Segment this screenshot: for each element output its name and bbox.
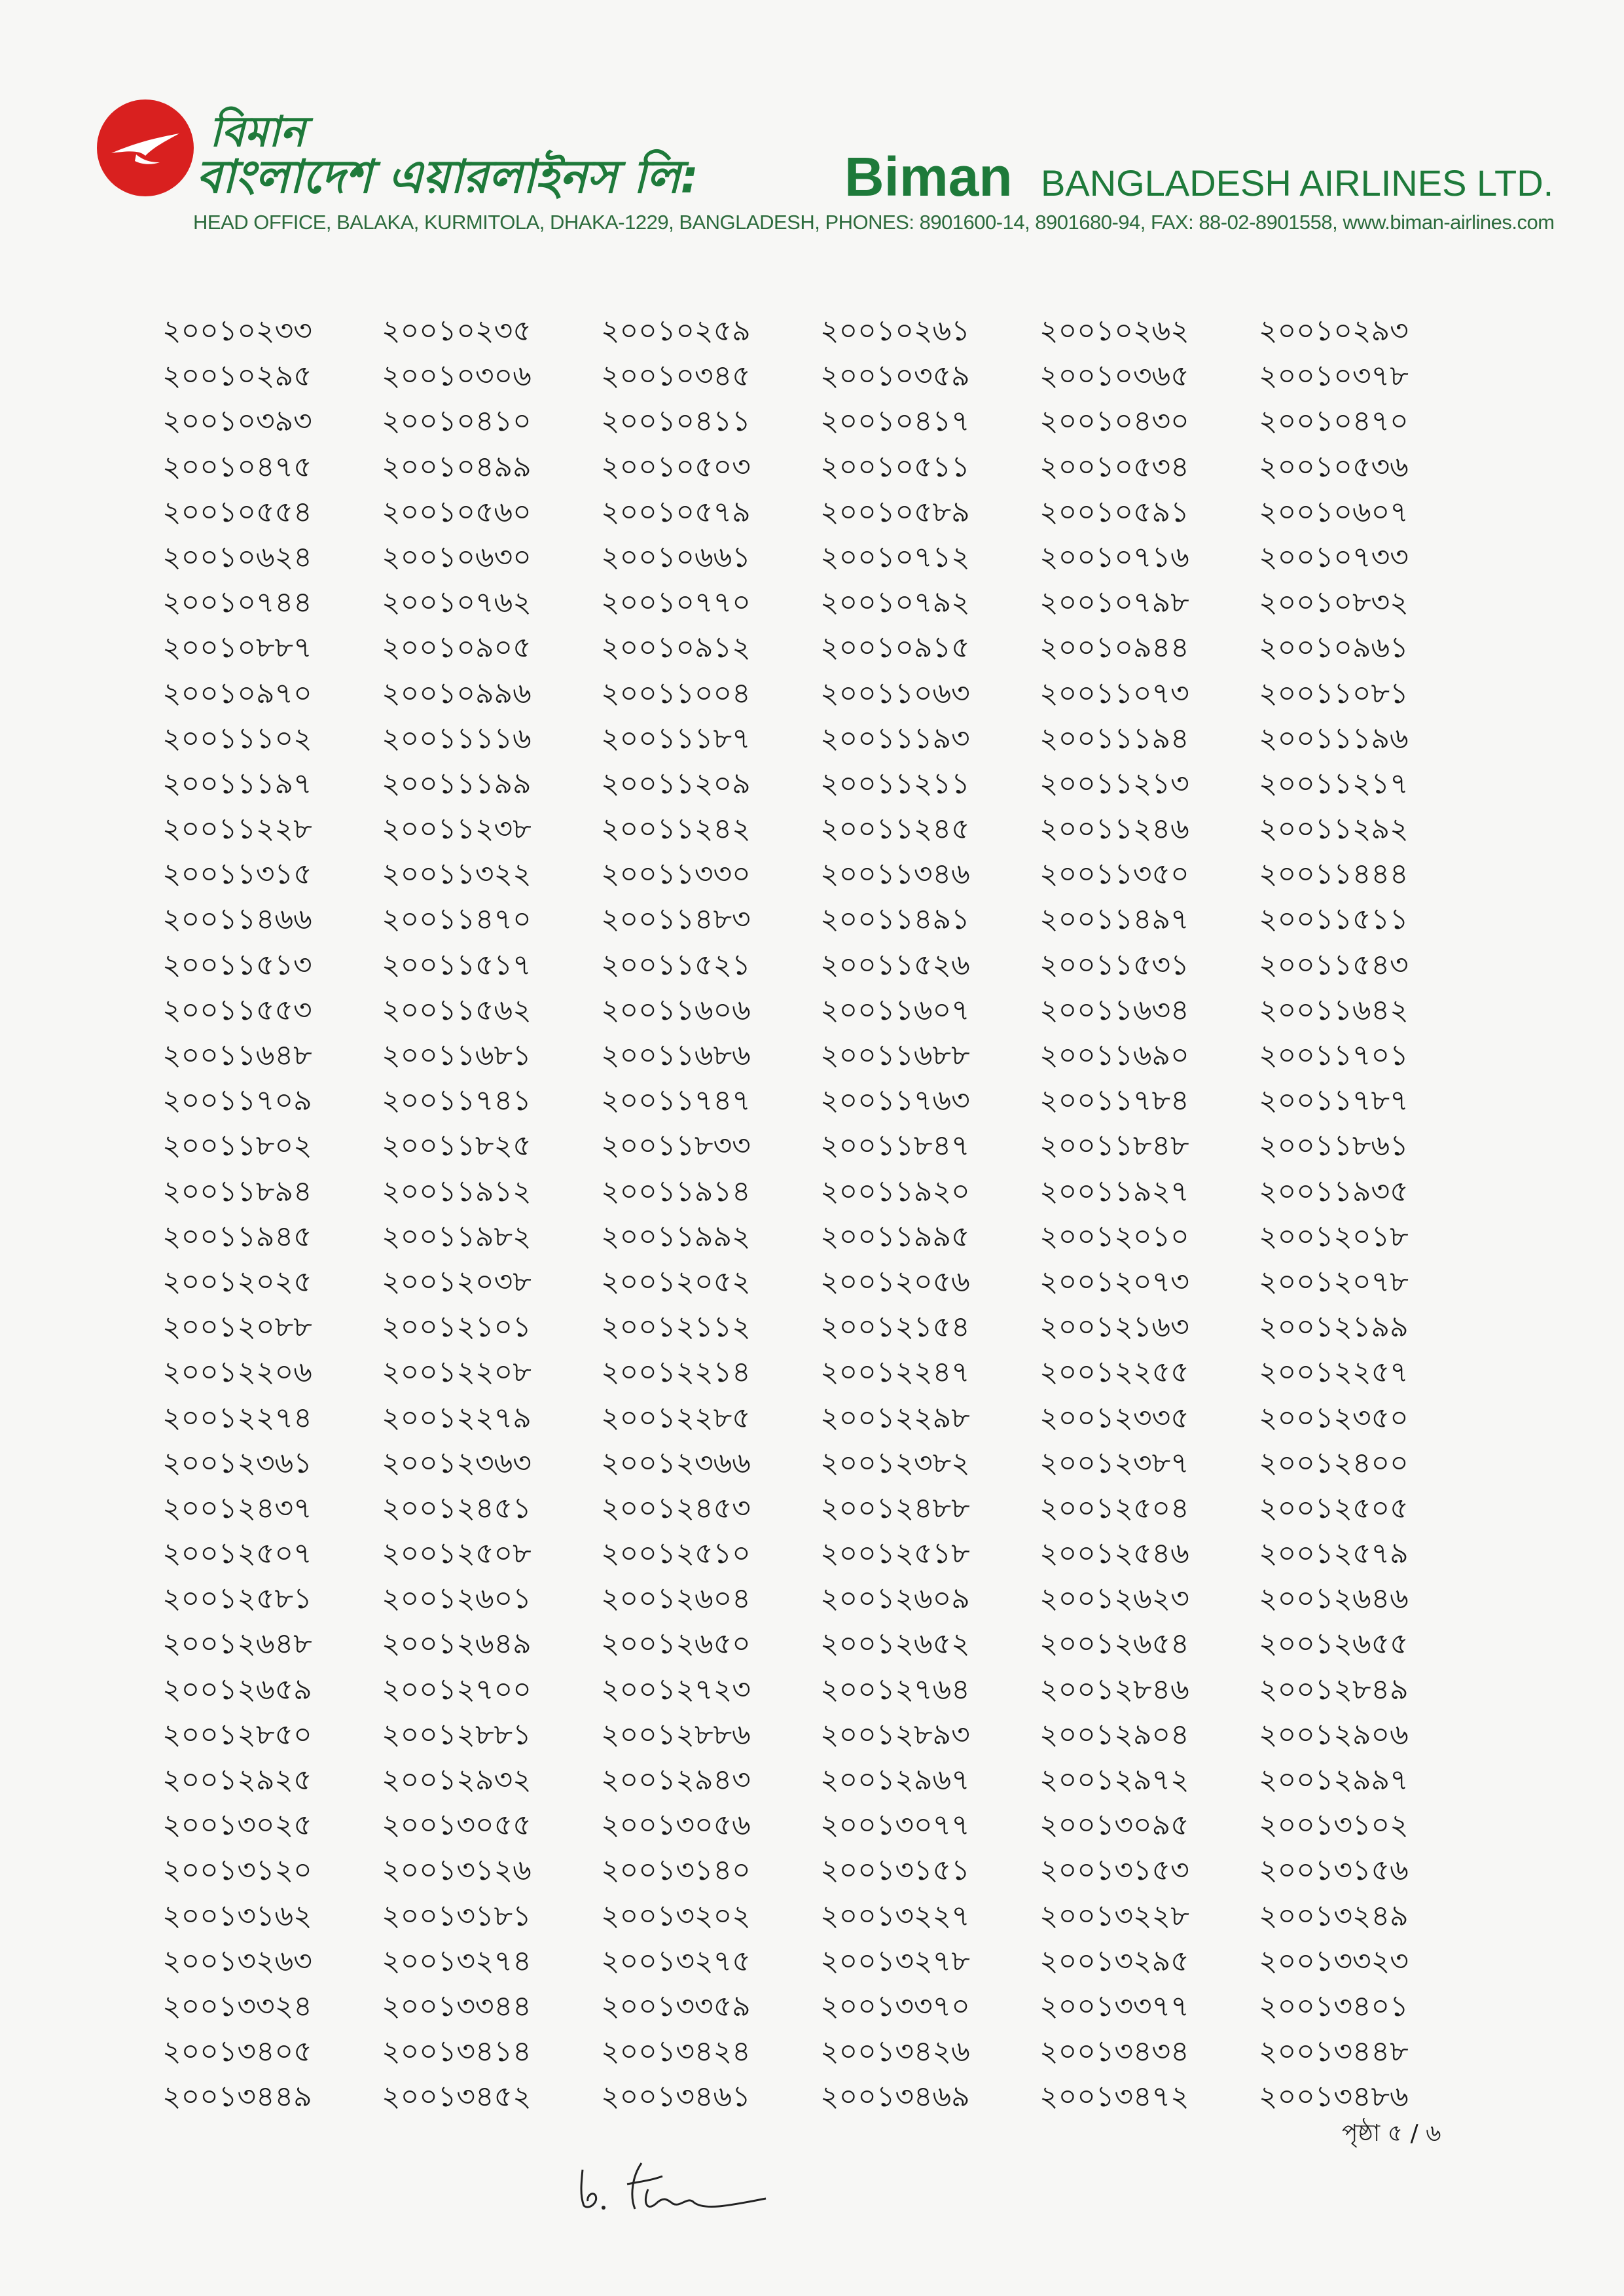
- roll-number-cell: ২০০১০৪৭৫: [162, 450, 312, 484]
- roll-number-cell: ২০০১৩১৮১: [382, 1899, 532, 1933]
- roll-number-cell: ২০০১০২৩৩: [162, 314, 312, 348]
- roll-number-cell: ২০০১০৩০৬: [382, 359, 532, 393]
- roll-number-cell: ২০০১২০৩৮: [382, 1265, 532, 1299]
- roll-number-cell: ২০০১৩১৫১: [820, 1854, 970, 1888]
- roll-number-cell: ২০০১২০৮৮: [162, 1310, 312, 1344]
- roll-number-cell: ২০০১২৯৩২: [382, 1763, 532, 1797]
- roll-number-cell: ২০০১২৯৭২: [1039, 1763, 1189, 1797]
- roll-number-cell: ২০০১২৫১৮: [820, 1537, 970, 1571]
- company-name-bangla-short: বিমান: [209, 108, 306, 156]
- roll-number-cell: ২০০১১১৯৬: [1259, 721, 1409, 755]
- roll-number-cell: ২০০১১৫৫৩: [162, 993, 312, 1027]
- roll-number-cell: ২০০১১৫১৩: [162, 948, 312, 982]
- roll-number-cell: ২০০১২৪০০: [1259, 1446, 1409, 1480]
- roll-number-cell: ২০০১০৭১৬: [1039, 540, 1189, 574]
- roll-number-cell: ২০০১২০৭৩: [1039, 1265, 1189, 1299]
- roll-number-cell: ২০০১২৬৫০: [601, 1627, 751, 1661]
- roll-number-cell: ২০০১০৫৩৪: [1039, 450, 1189, 484]
- roll-number-cell: ২০০১১৫২১: [601, 948, 751, 982]
- roll-number-cell: ২০০১১০৭৩: [1039, 676, 1189, 710]
- roll-number-cell: ২০০১২২৮৫: [601, 1401, 751, 1435]
- roll-number-cell: ২০০১০৬০৭: [1259, 495, 1409, 529]
- roll-number-cell: ২০০১০৫৭৯: [601, 495, 751, 529]
- roll-number-cell: ২০০১০২৯৩: [1259, 314, 1409, 348]
- roll-number-cell: ২০০১০৪১৭: [820, 404, 970, 439]
- roll-number-cell: ২০০১১২১৭: [1259, 766, 1409, 800]
- roll-number-cell: ২০০১২৮৮৬: [601, 1717, 751, 1751]
- roll-number-cell: ২০০১২৪৮৮: [820, 1491, 970, 1525]
- roll-number-cell: ২০০১০৭৪৪: [162, 586, 312, 620]
- roll-number-cell: ২০০১০৪৯৯: [382, 450, 532, 484]
- roll-number-cell: ২০০১৩১২০: [162, 1854, 312, 1888]
- roll-number-cell: ২০০১২৬০৯: [820, 1582, 970, 1616]
- roll-number-cell: ২০০১০৬৩০: [382, 540, 532, 574]
- roll-number-cell: ২০০১১৯৪৫: [162, 1219, 312, 1253]
- roll-number-cell: ২০০১১৩৫০: [1039, 857, 1189, 891]
- roll-number-cell: ২০০১৩৪৫২: [382, 2080, 532, 2114]
- roll-number-cell: ২০০১০৪১১: [601, 404, 751, 439]
- roll-number-cell: ২০০১১১৯৯: [382, 766, 532, 800]
- roll-number-cell: ২০০১১৮৯৪: [162, 1174, 312, 1208]
- roll-number-cell: ২০০১১৭৮৭: [1259, 1084, 1409, 1118]
- roll-number-cell: ২০০১১১৯৭: [162, 766, 312, 800]
- roll-number-cell: ২০০১১৩১৫: [162, 857, 312, 891]
- roll-number-cell: ২০০১২২৫৭: [1259, 1355, 1409, 1390]
- roll-number-cell: ২০০১২৮৪৯: [1259, 1672, 1409, 1706]
- roll-number-cell: ২০০১৩৩৭০: [820, 1989, 970, 2023]
- roll-number-cell: ২০০১২৬০১: [382, 1582, 532, 1616]
- roll-number-cell: ২০০১৩৪৬১: [601, 2080, 751, 2114]
- roll-number-cell: ২০০১১৫৩১: [1039, 948, 1189, 982]
- roll-number-cell: ২০০১৩০৭৭: [820, 1808, 970, 1842]
- roll-number-cell: ২০০১২৫১০: [601, 1537, 751, 1571]
- roll-number-cell: ২০০১২৩৬৩: [382, 1446, 532, 1480]
- roll-number-cell: ২০০১৩৩৫৯: [601, 1989, 751, 2023]
- roll-number-cell: ২০০১০৯৪৪: [1039, 631, 1189, 665]
- roll-number-cell: ২০০১১২১১: [820, 766, 970, 800]
- roll-number-cell: ২০০১১৭০১: [1259, 1039, 1409, 1072]
- roll-number-cell: ২০০১২৬৫৯: [162, 1672, 312, 1706]
- roll-number-cell: ২০০১০২৩৫: [382, 314, 532, 348]
- roll-number-cell: ২০০১০৭৩৩: [1259, 540, 1409, 574]
- roll-number-cell: ২০০১০৪১০: [382, 404, 532, 439]
- roll-number-cell: ২০০১২২০৬: [162, 1355, 312, 1390]
- roll-number-cell: ২০০১১৭০৯: [162, 1084, 312, 1118]
- roll-number-cell: ২০০১৩০২৫: [162, 1808, 312, 1842]
- roll-number-cell: ২০০১৩৪৩৪: [1039, 2035, 1189, 2069]
- airline-name: BANGLADESH AIRLINES LTD.: [1041, 162, 1554, 204]
- roll-number-cell: ২০০১১২৪২: [601, 812, 751, 846]
- roll-number-cell: ২০০১২৭২৩: [601, 1672, 751, 1706]
- roll-number-cell: ২০০১১৪৬৬: [162, 903, 312, 937]
- roll-number-cell: ২০০১২৫৮১: [162, 1582, 312, 1616]
- roll-number-cell: ২০০১৩০৯৫: [1039, 1808, 1189, 1842]
- roll-number-cell: ২০০১২৯৯৭: [1259, 1763, 1409, 1797]
- roll-number-cell: ২০০১২২৭৯: [382, 1401, 532, 1435]
- roll-number-cell: ২০০১১০০৪: [601, 676, 751, 710]
- roll-number-cell: ২০০১২৩৬১: [162, 1446, 312, 1480]
- roll-number-cell: ২০০১৩৩২৩: [1259, 1944, 1409, 1978]
- roll-number-cell: ২০০১১৪৯১: [820, 903, 970, 937]
- roll-number-cell: ২০০১২৫০৫: [1259, 1491, 1409, 1525]
- roll-number-cell: ২০০১২৬৪৮: [162, 1627, 312, 1661]
- roll-number-cell: ২০০১১২০৯: [601, 766, 751, 800]
- roll-number-cell: ২০০১৩৪৬৯: [820, 2080, 970, 2114]
- roll-number-cell: ২০০১১৫২৬: [820, 948, 970, 982]
- roll-number-cell: ২০০১১৯৮২: [382, 1219, 532, 1253]
- roll-number-cell: ২০০১০৯০৫: [382, 631, 532, 665]
- roll-number-cell: ২০০১১২২৮: [162, 812, 312, 846]
- roll-number-cell: ২০০১১৫১১: [1259, 903, 1409, 937]
- roll-number-cell: ২০০১১৬৯০: [1039, 1039, 1189, 1072]
- roll-number-cell: ২০০১২৮৪৬: [1039, 1672, 1189, 1706]
- roll-number-cell: ২০০১২৯০৬: [1259, 1717, 1409, 1751]
- roll-number-cell: ২০০১১৯২০: [820, 1174, 970, 1208]
- roll-number-cell: ২০০১৩৪২৬: [820, 2035, 970, 2069]
- roll-number-cell: ২০০১১৬৮৮: [820, 1039, 970, 1072]
- roll-number-cell: ২০০১০৫৬০: [382, 495, 532, 529]
- roll-number-cell: ২০০১৩৪৮৬: [1259, 2080, 1409, 2114]
- roll-number-cell: ২০০১১৯৯২: [601, 1219, 751, 1253]
- roll-number-cell: ২০০১২৩৩৫: [1039, 1401, 1189, 1435]
- roll-number-cell: ২০০১২১৫৪: [820, 1310, 970, 1344]
- roll-number-cell: ২০০১০৭৬২: [382, 586, 532, 620]
- roll-number-cell: ২০০১২৪৫১: [382, 1491, 532, 1525]
- roll-number-cell: ২০০১০৯৯৬: [382, 676, 532, 710]
- roll-number-cell: ২০০১১৬৪২: [1259, 993, 1409, 1027]
- roll-number-cell: ২০০১০৫০৩: [601, 450, 751, 484]
- roll-number-cell: ২০০১০৭৯৮: [1039, 586, 1189, 620]
- roll-number-cell: ২০০১১৬৪৮: [162, 1039, 312, 1072]
- roll-number-cell: ২০০১২৫৪৬: [1039, 1537, 1189, 1571]
- roll-number-cell: ২০০১৩২২৭: [820, 1899, 970, 1933]
- roll-number-cell: ২০০১১৯২৭: [1039, 1174, 1189, 1208]
- roll-number-cell: ২০০১২৫০৭: [162, 1537, 312, 1571]
- roll-number-cell: ২০০১৩০৫৫: [382, 1808, 532, 1842]
- company-name-bangla: বাংলাদেশ এয়ারলাইনস লি:: [196, 150, 699, 204]
- roll-number-cell: ২০০১১৪৯৭: [1039, 903, 1189, 937]
- roll-number-cell: ২০০১১৭৮৪: [1039, 1084, 1189, 1118]
- roll-number-cell: ২০০১০৭১২: [820, 540, 970, 574]
- roll-number-cell: ২০০১৩২৯৫: [1039, 1944, 1189, 1978]
- roll-number-cell: ২০০১২০১০: [1039, 1219, 1189, 1253]
- roll-number-cell: ২০০১২০৭৮: [1259, 1265, 1409, 1299]
- roll-number-cell: ২০০১১১০২: [162, 721, 312, 755]
- roll-number-cell: ২০০১৩৩২৪: [162, 1989, 312, 2023]
- roll-number-cell: ২০০১১৯৩৫: [1259, 1174, 1409, 1208]
- roll-number-cell: ২০০১১৩৪৬: [820, 857, 970, 891]
- roll-number-cell: ২০০১০৩৪৫: [601, 359, 751, 393]
- roll-number-cell: ২০০১১৩২২: [382, 857, 532, 891]
- roll-number-cell: ২০০১১৬০৬: [601, 993, 751, 1027]
- roll-number-cell: ২০০১০২৬২: [1039, 314, 1189, 348]
- roll-number-cell: ২০০১১১৮৭: [601, 721, 751, 755]
- roll-number-cell: ২০০১১৮০২: [162, 1129, 312, 1163]
- roll-number-cell: ২০০১২৪৫৩: [601, 1491, 751, 1525]
- roll-number-cell: ২০০১০৮৮৭: [162, 631, 312, 665]
- roll-number-cell: ২০০১৩৪১৪: [382, 2035, 532, 2069]
- roll-number-cell: ২০০১০৩৫৯: [820, 359, 970, 393]
- roll-number-cell: ২০০১৩২৭৪: [382, 1944, 532, 1978]
- roll-number-cell: ২০০১২৫০৮: [382, 1537, 532, 1571]
- roll-number-cell: ২০০১২২৯৮: [820, 1401, 970, 1435]
- roll-number-cell: ২০০১১৭৪৭: [601, 1084, 751, 1118]
- roll-number-cell: ২০০১১৪৭০: [382, 903, 532, 937]
- roll-number-cell: ২০০১৩২৪৯: [1259, 1899, 1409, 1933]
- roll-number-cell: ২০০১২৯০৪: [1039, 1717, 1189, 1751]
- roll-number-cell: ২০০১০৫৮৯: [820, 495, 970, 529]
- roll-number-cell: ২০০১১১৯৪: [1039, 721, 1189, 755]
- roll-number-cell: ২০০১২৮৫০: [162, 1717, 312, 1751]
- roll-number-cell: ২০০১০৫৫৪: [162, 495, 312, 529]
- roll-number-cell: ২০০১১৭৬৩: [820, 1084, 970, 1118]
- roll-number-cell: ২০০১০২৯৫: [162, 359, 312, 393]
- roll-number-cell: ২০০১০৪৭০: [1259, 404, 1409, 439]
- roll-number-cell: ২০০১৩২৬৩: [162, 1944, 312, 1978]
- signature: [569, 2150, 779, 2222]
- roll-number-cell: ২০০১০৯১২: [601, 631, 751, 665]
- roll-number-cell: ২০০১১৫৪৩: [1259, 948, 1409, 982]
- roll-number-cell: ২০০১১৯৯৫: [820, 1219, 970, 1253]
- roll-number-cell: ২০০১১৭৪১: [382, 1084, 532, 1118]
- roll-number-cell: ২০০১৩১২৬: [382, 1854, 532, 1888]
- roll-number-cell: ২০০১২৩৮২: [820, 1446, 970, 1480]
- roll-number-cell: ২০০১০৫৩৬: [1259, 450, 1409, 484]
- roll-number-cell: ২০০১১৮৬১: [1259, 1129, 1409, 1163]
- roll-number-cell: ২০০১১১৯৩: [820, 721, 970, 755]
- roll-number-cell: ২০০১১৮৪৮: [1039, 1129, 1189, 1163]
- page-number: পৃষ্ঠা ৫ / ৬: [1342, 2120, 1441, 2147]
- roll-number-cell: ২০০১২২৭৪: [162, 1401, 312, 1435]
- roll-number-cell: ২০০১১৫১৭: [382, 948, 532, 982]
- roll-number-cell: ২০০১২০৫২: [601, 1265, 751, 1299]
- roll-number-cell: ২০০১১২৩৮: [382, 812, 532, 846]
- roll-number-cell: ২০০১৩১৪০: [601, 1854, 751, 1888]
- roll-number-cell: ২০০১০৬৬১: [601, 540, 751, 574]
- brand-name: Biman: [844, 146, 1013, 207]
- roll-number-cell: ২০০১২৮৮১: [382, 1717, 532, 1751]
- roll-number-cell: ২০০১১৬৮১: [382, 1039, 532, 1072]
- roll-number-cell: ২০০১২৬৫৪: [1039, 1627, 1189, 1661]
- roll-number-cell: ২০০১১৪৮৩: [601, 903, 751, 937]
- roll-number-cell: ২০০১০৯৬১: [1259, 631, 1409, 665]
- roll-number-cell: ২০০১০৩৯৩: [162, 404, 312, 439]
- roll-number-cell: ২০০১২৫০৪: [1039, 1491, 1189, 1525]
- roll-number-cell: ২০০১২৩৮৭: [1039, 1446, 1189, 1480]
- roll-number-cell: ২০০১০৭৯২: [820, 586, 970, 620]
- roll-number-cell: ২০০১১৯১২: [382, 1174, 532, 1208]
- roll-number-cell: ২০০১১৮৪৭: [820, 1129, 970, 1163]
- roll-number-cell: ২০০১৩১৫৩: [1039, 1854, 1189, 1888]
- roll-number-cell: ২০০১২২৫৫: [1039, 1355, 1189, 1390]
- roll-number-cell: ২০০১১২৪৬: [1039, 812, 1189, 846]
- roll-number-cell: ২০০১২৯৬৭: [820, 1763, 970, 1797]
- roll-number-cell: ২০০১১১১৬: [382, 721, 532, 755]
- roll-number-cell: ২০০১২২১৪: [601, 1355, 751, 1390]
- roll-number-cell: ২০০১১৮৩৩: [601, 1129, 751, 1163]
- roll-number-cell: ২০০১০৫১১: [820, 450, 970, 484]
- roll-number-cell: ২০০১০৬২৪: [162, 540, 312, 574]
- roll-number-cell: ২০০১২০৫৬: [820, 1265, 970, 1299]
- roll-number-cell: ২০০১২১০১: [382, 1310, 532, 1344]
- roll-number-cell: ২০০১০৩৬৫: [1039, 359, 1189, 393]
- head-office-address: HEAD OFFICE, BALAKA, KURMITOLA, DHAKA-1229, BANGLADESH, PHONES: 8901600-14, 8901680-94, FAX: 88-02-8901558, www.biman-airlines.com: [193, 211, 1555, 234]
- roll-number-cell: ২০০১১৬৮৬: [601, 1039, 751, 1072]
- roll-number-cell: ২০০১৩৪৪৯: [162, 2080, 312, 2114]
- roll-number-cell: ২০০১২৪৩৭: [162, 1491, 312, 1525]
- roll-number-cell: ২০০১২৬৪৯: [382, 1627, 532, 1661]
- roll-number-cell: ২০০১২৬৪৬: [1259, 1582, 1409, 1616]
- roll-number-cell: ২০০১২৭০০: [382, 1672, 532, 1706]
- roll-number-cell: ২০০১২৯৪৩: [601, 1763, 751, 1797]
- roll-number-cell: ২০০১১৫৬২: [382, 993, 532, 1027]
- roll-number-cell: ২০০১০৯৭০: [162, 676, 312, 710]
- roll-number-cell: ২০০১০৯১৫: [820, 631, 970, 665]
- roll-number-cell: ২০০১৩২৭৮: [820, 1944, 970, 1978]
- roll-number-cell: ২০০১১০৮১: [1259, 676, 1409, 710]
- roll-number-cell: ২০০১১৪৪৪: [1259, 857, 1409, 891]
- roll-number-cell: ২০০১০৭৭০: [601, 586, 751, 620]
- roll-number-cell: ২০০১৩৪৪৮: [1259, 2035, 1409, 2069]
- roll-number-cell: ২০০১৩৪০৫: [162, 2035, 312, 2069]
- roll-number-cell: ২০০১২৮৯৩: [820, 1717, 970, 1751]
- roll-number-cell: ২০০১২৩৫০: [1259, 1401, 1409, 1435]
- roll-number-cell: ২০০১৩০৫৬: [601, 1808, 751, 1842]
- roll-number-cell: ২০০১২১৬৩: [1039, 1310, 1189, 1344]
- roll-number-cell: ২০০১৩১৬২: [162, 1899, 312, 1933]
- roll-number-cell: ২০০১১২৪৫: [820, 812, 970, 846]
- roll-number-cell: ২০০১৩৪২৪: [601, 2035, 751, 2069]
- bird-logo-icon: [97, 99, 194, 196]
- roll-number-cell: ২০০১২৫৭৯: [1259, 1537, 1409, 1571]
- roll-number-cell: ২০০১০৫৯১: [1039, 495, 1189, 529]
- roll-number-cell: ২০০১৩১৫৬: [1259, 1854, 1409, 1888]
- roll-number-cell: ২০০১০৮৩২: [1259, 586, 1409, 620]
- roll-number-cell: ২০০১২০২৫: [162, 1265, 312, 1299]
- roll-number-cell: ২০০১০৩৭৮: [1259, 359, 1409, 393]
- roll-number-cell: ২০০১২৩৬৬: [601, 1446, 751, 1480]
- roll-number-cell: ২০০১০২৬১: [820, 314, 970, 348]
- roll-number-cell: ২০০১২২৪৭: [820, 1355, 970, 1390]
- roll-number-cell: ২০০১২০১৮: [1259, 1219, 1409, 1253]
- roll-number-cell: ২০০১২৬৫২: [820, 1627, 970, 1661]
- roll-number-cell: ২০০১০৪৩০: [1039, 404, 1189, 439]
- roll-number-cell: ২০০১৩৪৭২: [1039, 2080, 1189, 2114]
- roll-number-cell: ২০০১০২৫৯: [601, 314, 751, 348]
- roll-number-cell: ২০০১১২১৩: [1039, 766, 1189, 800]
- roll-number-cell: ২০০১৩৪০১: [1259, 1989, 1409, 2023]
- roll-number-cell: ২০০১২১১২: [601, 1310, 751, 1344]
- roll-number-cell: ২০০১১৮২৫: [382, 1129, 532, 1163]
- roll-number-cell: ২০০১৩২৭৫: [601, 1944, 751, 1978]
- roll-number-cell: ২০০১৩২০২: [601, 1899, 751, 1933]
- roll-number-cell: ২০০১১৯১৪: [601, 1174, 751, 1208]
- roll-number-cell: ২০০১৩২২৮: [1039, 1899, 1189, 1933]
- roll-number-cell: ২০০১১৩৩০: [601, 857, 751, 891]
- roll-number-cell: ২০০১২৬০৪: [601, 1582, 751, 1616]
- roll-number-cell: ২০০১২৭৬৪: [820, 1672, 970, 1706]
- roll-number-cell: ২০০১২২০৮: [382, 1355, 532, 1390]
- roll-number-cell: ২০০১২৬৫৫: [1259, 1627, 1409, 1661]
- roll-number-cell: ২০০১২১৯৯: [1259, 1310, 1409, 1344]
- roll-number-cell: ২০০১১২৯২: [1259, 812, 1409, 846]
- roll-number-cell: ২০০১১৬০৭: [820, 993, 970, 1027]
- roll-number-cell: ২০০১৩৩৭৭: [1039, 1989, 1189, 2023]
- roll-number-cell: ২০০১২৬২৩: [1039, 1582, 1189, 1616]
- roll-number-cell: ২০০১১০৬৩: [820, 676, 970, 710]
- roll-number-cell: ২০০১৩১০২: [1259, 1808, 1409, 1842]
- roll-number-cell: ২০০১৩৩৪৪: [382, 1989, 532, 2023]
- roll-number-cell: ২০০১১৬৩৪: [1039, 993, 1189, 1027]
- roll-number-cell: ২০০১২৯২৫: [162, 1763, 312, 1797]
- letterhead: [92, 92, 1555, 249]
- roll-number-table: [162, 314, 1471, 2126]
